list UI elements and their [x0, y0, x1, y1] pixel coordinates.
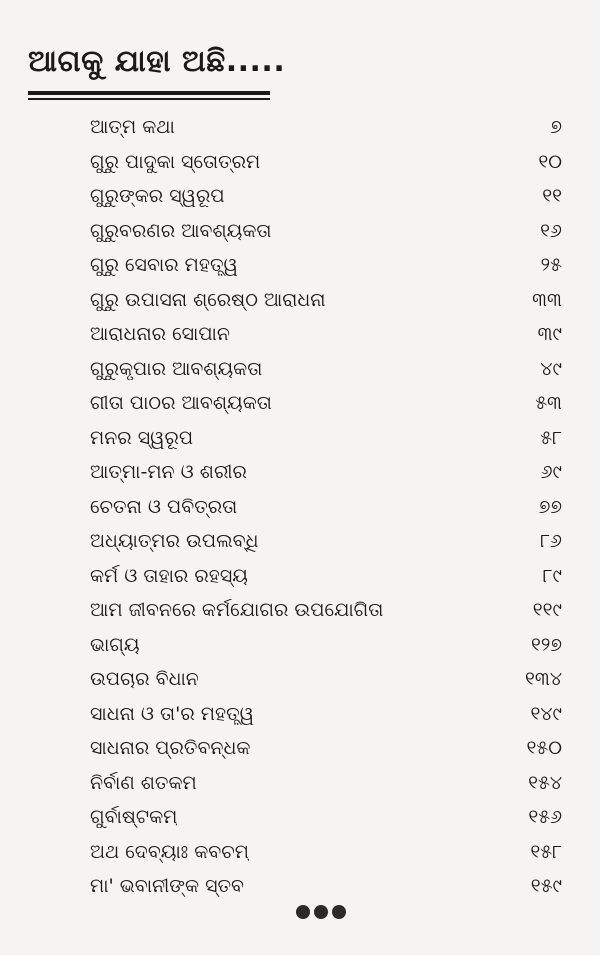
toc-entry [90, 662, 562, 697]
toc-entry [90, 386, 562, 421]
toc-entry-page: ୧୨୭ [531, 633, 562, 656]
title-underline-thick [28, 91, 270, 95]
toc-entry [90, 317, 562, 352]
toc-entry-title: ଅଧ୍ୟାତ୍ମର ଉପଲବ୍ଧି [90, 530, 259, 553]
toc-entry-page: ୧୫୮ [530, 840, 562, 863]
toc-entry-title: ଗୁରୁକୃପାର ଆବଶ୍ୟକତା [90, 357, 263, 380]
toc-entry-title: ଗୁର୍ବାଷ୍ଟକମ୍ [90, 806, 178, 829]
toc-entry-title: ଆମ ଜୀବନରେ କର୍ମଯୋଗର ଉପଯୋଗିତା [90, 599, 384, 622]
page-header [28, 42, 286, 82]
toc-entry [90, 697, 562, 732]
toc-entry-title: ସାଧନା ଓ ତା'ର ମହତ୍ତ୍ୱ [90, 702, 254, 725]
toc-entry-title: ଆତ୍ମ କଥା [90, 116, 175, 139]
toc-entry-page: ୧୧୯ [532, 599, 562, 622]
toc-entry [90, 869, 562, 904]
toc-entry-title: ଗୁରୁ ସେବାର ମହତ୍ତ୍ୱ [90, 254, 238, 277]
toc-entry [90, 455, 562, 490]
toc-entry-page: ୫୩ [535, 392, 562, 415]
toc-entry-title: ଚେତନା ଓ ପବିତ୍ରତା [90, 495, 238, 518]
toc-entry-page: ୧୪୯ [530, 702, 562, 725]
toc-entry [90, 179, 562, 214]
toc-entry-page: ୧୫୯ [530, 875, 562, 898]
toc-entry-title: ଆରାଧନାର ସୋପାନ [90, 323, 230, 346]
toc-entry [90, 214, 562, 249]
toc-entry-title: କର୍ମ ଓ ତାହାର ରହସ୍ୟ [90, 564, 248, 587]
toc-entry-title: ଗୁରୁ ପାଦୁକା ସ୍ତୋତ୍ରମ [90, 150, 261, 173]
toc-entry-title: ଭାଗ୍ୟ [90, 633, 140, 656]
toc-entry [90, 800, 562, 835]
toc-entry-page: ୧୬ [540, 219, 562, 242]
toc-entry-title: ଆତ୍ମା-ମନ ଓ ଶରୀର [90, 461, 247, 484]
toc-entry-page: ୧୫୦ [526, 737, 562, 760]
toc-entry-title: ମନର ସ୍ୱରୂପ [90, 426, 194, 449]
toc-entry-title: ମା' ଭବାନୀଙ୍କ ସ୍ତବ [90, 875, 244, 898]
decorative-dots [296, 905, 346, 919]
toc-entry [90, 731, 562, 766]
dot-ornament [314, 905, 328, 919]
toc-entry [90, 352, 562, 387]
toc-entry [90, 248, 562, 283]
toc-entry [90, 145, 562, 180]
toc-entry [90, 524, 562, 559]
title-underline-thin [28, 98, 270, 100]
toc-entry-page: ୧୫୬ [528, 806, 562, 829]
table-of-contents [90, 110, 562, 904]
toc-entry-page: ୮୬ [540, 530, 562, 553]
toc-entry-page: ୨୫ [540, 254, 562, 277]
toc-entry-page: ୧୧ [542, 185, 562, 208]
toc-entry-page: ୫୮ [540, 426, 562, 449]
toc-entry-title: ଗୁରୁଙ୍କର ସ୍ୱରୂପ [90, 185, 225, 208]
toc-entry-title: ଗୁରୁବରଣର ଆବଶ୍ୟକତା [90, 219, 272, 242]
toc-entry [90, 628, 562, 663]
page-title: ଆଗକୁ ଯାହା ଅଛି..... [28, 44, 286, 79]
toc-entry-page: ୧୩୪ [524, 668, 562, 691]
toc-entry-title: ଗୁରୁ ଉପାସନା ଶ୍ରେଷ୍ଠ ଆରାଧନା [90, 288, 326, 311]
toc-entry [90, 766, 562, 801]
toc-entry-page: ୩୩ [532, 288, 562, 311]
toc-entry [90, 835, 562, 870]
toc-entry-page: ୧୫୪ [528, 771, 562, 794]
toc-entry [90, 283, 562, 318]
toc-entry [90, 421, 562, 456]
dot-ornament [296, 905, 310, 919]
toc-entry [90, 593, 562, 628]
toc-entry-page: ୭ [550, 116, 562, 139]
toc-entry-title: ନିର୍ବାଣ ଶତକମ [90, 771, 197, 794]
toc-entry-title: ଗୀତା ପାଠର ଆବଶ୍ୟକତା [90, 392, 272, 415]
toc-entry-page: ୩୯ [537, 323, 562, 346]
dot-ornament [332, 905, 346, 919]
toc-entry-page: ୧୦ [538, 150, 562, 173]
toc-entry [90, 559, 562, 594]
toc-entry-page: ୬୯ [540, 461, 562, 484]
toc-entry [90, 110, 562, 145]
toc-entry-title: ସାଧନାର ପ୍ରତିବନ୍ଧକ [90, 737, 251, 760]
toc-entry-title: ଅଥ ଦେବ୍ୟାଃ କବଚମ୍ [90, 840, 249, 863]
toc-entry-title: ଉପଚାର ବିଧାନ [90, 668, 199, 691]
toc-entry [90, 490, 562, 525]
toc-entry-page: ୮୯ [542, 564, 562, 587]
toc-entry-page: ୪୯ [540, 357, 562, 380]
toc-entry-page: ୭୭ [538, 495, 562, 518]
